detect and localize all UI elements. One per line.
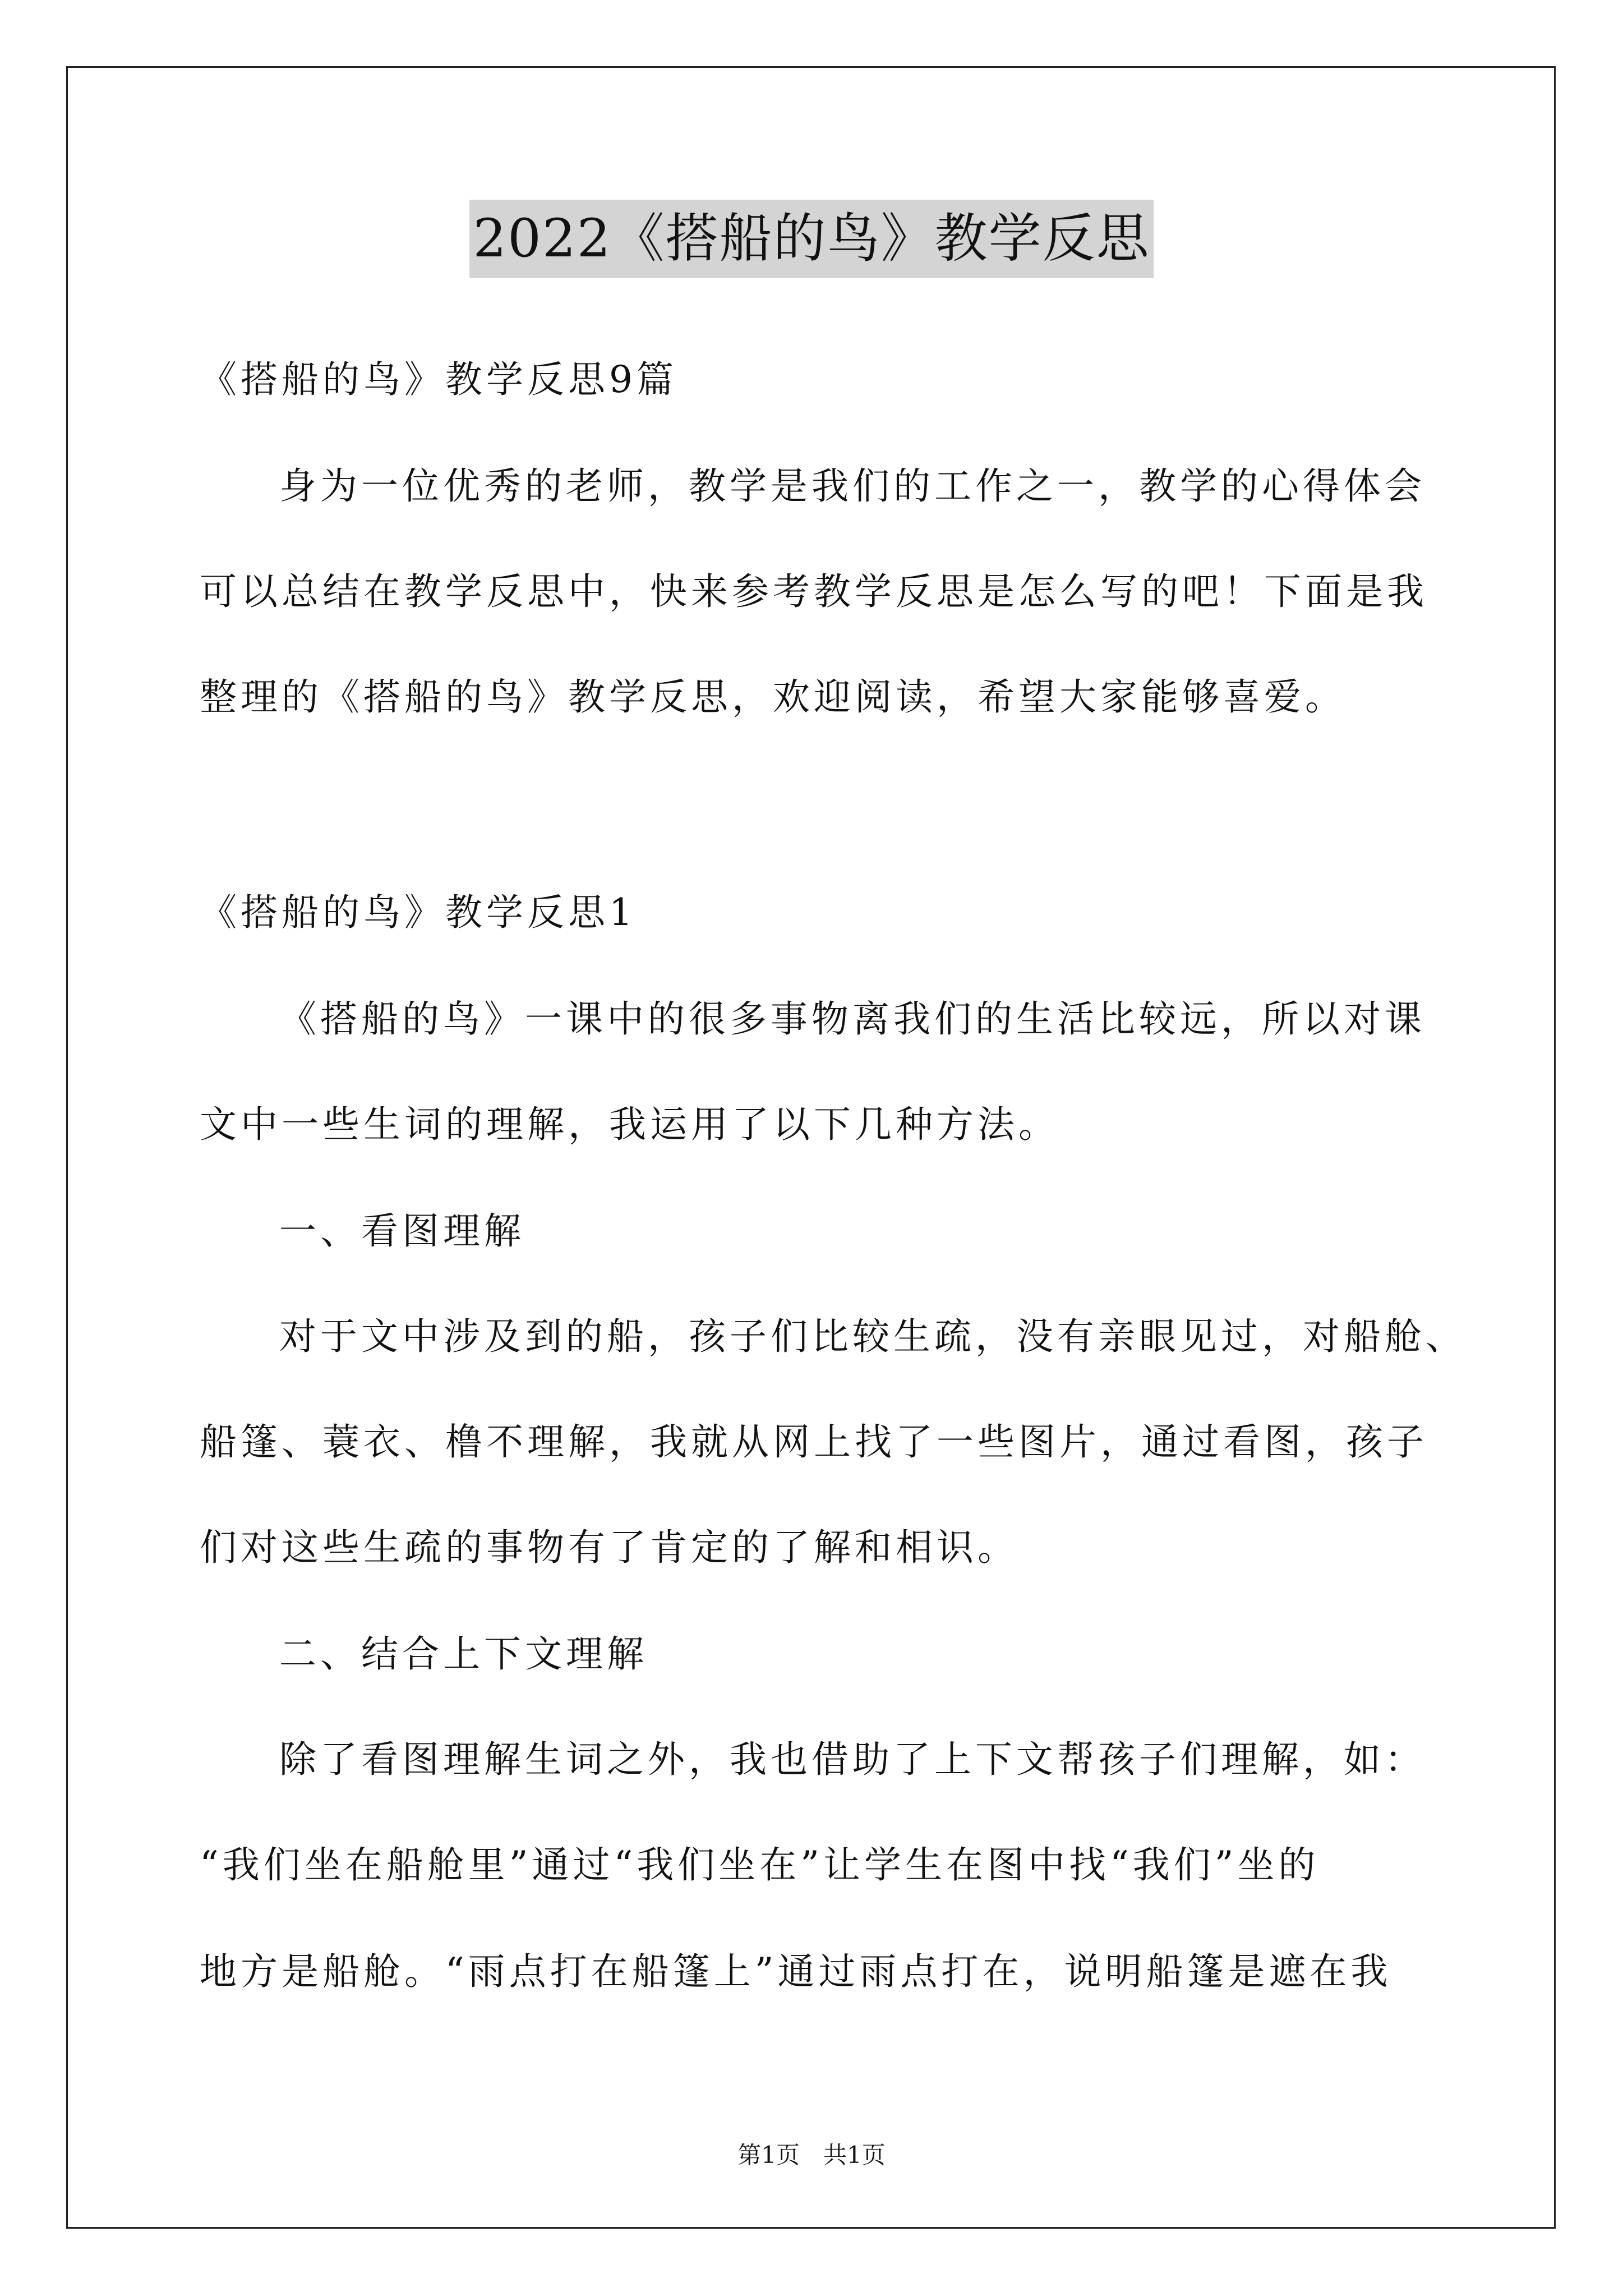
subtitle-line: 《搭船的鸟》教学反思9篇 (200, 358, 677, 401)
subheading-line: 二、结合上下文理解 (279, 1632, 648, 1676)
paragraph-line: 身为一位优秀的老师，教学是我们的工作之一，教学的心得体会 (279, 464, 1426, 508)
paragraph-line: 可以总结在教学反思中，快来参考教学反思是怎么写的吧！下面是我 (200, 570, 1428, 613)
section-heading: 《搭船的鸟》教学反思1 (200, 891, 637, 934)
paragraph-line: 《搭船的鸟》一课中的很多事物离我们的生活比较远，所以对课 (279, 997, 1426, 1041)
paragraph-line: 船篷、蓑衣、橹不理解，我就从网上找了一些图片，通过看图，孩子 (200, 1420, 1428, 1464)
paragraph-line: 对于文中涉及到的船，孩子们比较生疏，没有亲眼见过，对船舱、 (279, 1315, 1467, 1358)
paragraph-line: 地方是船舱。“雨点打在船篷上”通过雨点打在，说明船篷是遮在我 (200, 1950, 1392, 1993)
page-footer: 第1页 共1页 (737, 2141, 886, 2169)
paragraph-line: “我们坐在船舱里”通过“我们坐在”让学生在图中找“我们”坐的 (200, 1843, 1320, 1887)
document-title: 2022《搭船的鸟》教学反思 (469, 200, 1153, 278)
paragraph-line: 整理的《搭船的鸟》教学反思，欢迎阅读，希望大家能够喜爱。 (200, 675, 1346, 719)
subheading-line: 一、看图理解 (279, 1209, 525, 1253)
paragraph-line: 除了看图理解生词之外，我也借助了上下文帮孩子们理解，如： (279, 1738, 1426, 1781)
paragraph-line: 们对这些生疏的事物有了肯定的了解和相识。 (200, 1526, 1018, 1569)
title-container (0, 200, 1623, 278)
paragraph-line: 文中一些生词的理解，我运用了以下几种方法。 (200, 1103, 1059, 1146)
